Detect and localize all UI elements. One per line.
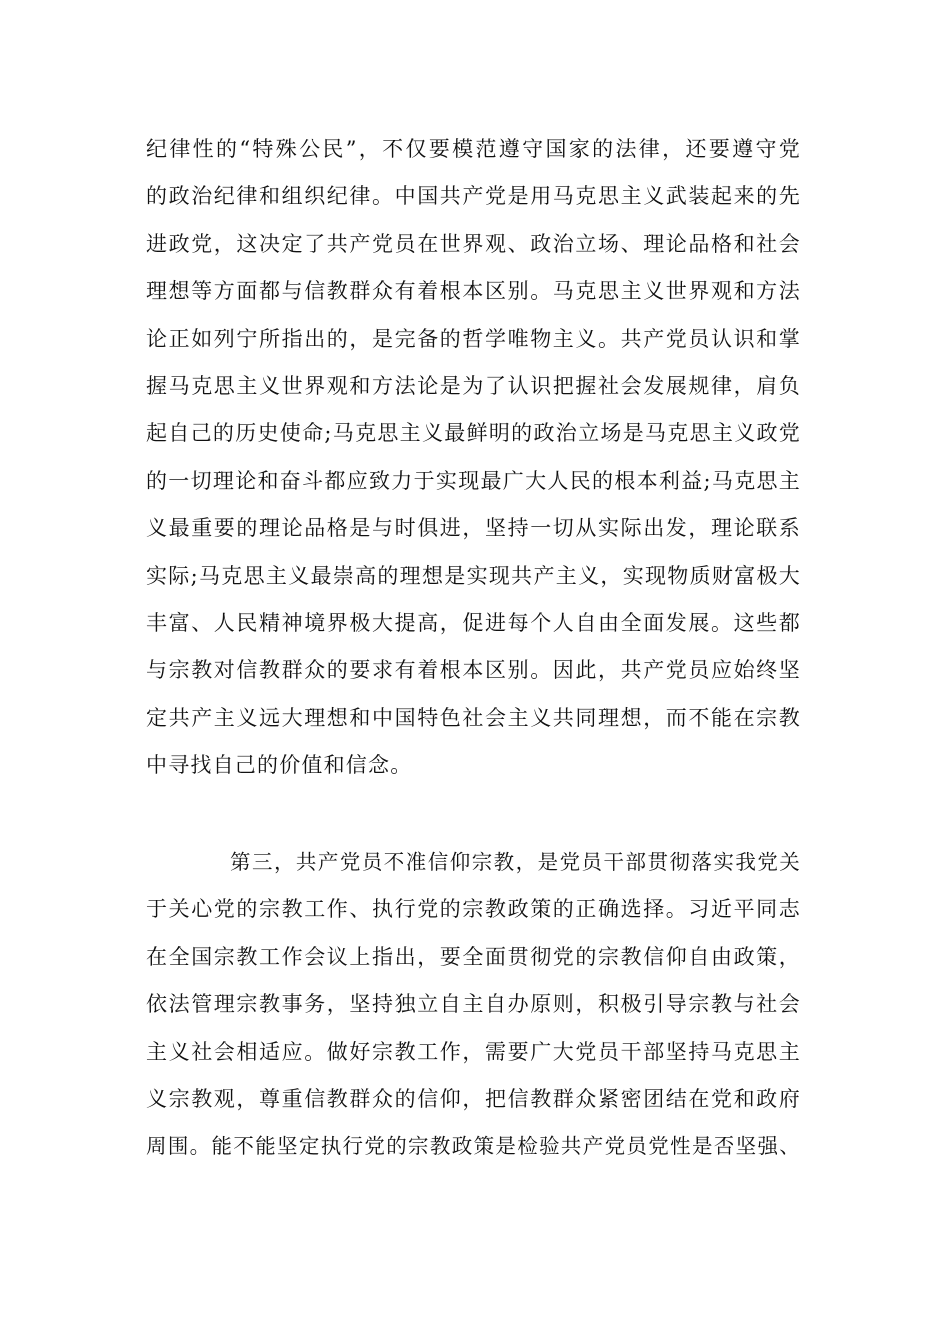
paragraph-line: 论正如列宁所指出的，是完备的哲学唯物主义。共产党员认识和掌 [146, 326, 801, 351]
paragraph-line: 在全国宗教工作会议上指出，要全面贯彻党的宗教信仰自由政策， [146, 944, 801, 969]
paragraph-line: 主义社会相适应。做好宗教工作，需要广大党员干部坚持马克思主 [146, 1039, 801, 1064]
paragraph-line: 起自己的历史使命;马克思主义最鲜明的政治立场是马克思主义政党 [146, 421, 801, 446]
paragraph-line: 握马克思主义世界观和方法论是为了认识把握社会发展规律，肩负 [146, 373, 801, 398]
paragraph-line: 进政党，这决定了共产党员在世界观、政治立场、理论品格和社会 [146, 231, 801, 256]
paragraph-line: 中寻找自己的价值和信念。 [146, 753, 413, 778]
paragraph-line: 实际;马克思主义最崇高的理想是实现共产主义，实现物质财富极大 [146, 563, 801, 588]
paragraph-1 [146, 126, 801, 789]
paragraph-line: 第三，共产党员不准信仰宗教，是党员干部贯彻落实我党关 [230, 850, 801, 874]
paragraph-2 [146, 839, 801, 1171]
paragraph-line: 于关心党的宗教工作、执行党的宗教政策的正确选择。习近平同志 [146, 897, 801, 922]
paragraph-line: 丰富、人民精神境界极大提高，促进每个人自由全面发展。这些都 [146, 610, 801, 635]
paragraph-line: 纪律性的“特殊公民”，不仅要模范遵守国家的法律，还要遵守党 [146, 137, 801, 161]
paragraph-line: 周围。能不能坚定执行党的宗教政策是检验共产党员党性是否坚强、 [146, 1134, 801, 1159]
paragraph-line: 义最重要的理论品格是与时俱进，坚持一切从实际出发，理论联系 [146, 516, 801, 541]
paragraph-line: 与宗教对信教群众的要求有着根本区别。因此，共产党员应始终坚 [146, 658, 801, 683]
paragraph-line: 依法管理宗教事务，坚持独立自主自办原则，积极引导宗教与社会 [146, 992, 801, 1017]
paragraph-line: 理想等方面都与信教群众有着根本区别。马克思主义世界观和方法 [146, 279, 801, 304]
paragraph-line: 的政治纪律和组织纪律。中国共产党是用马克思主义武装起来的先 [146, 184, 801, 209]
paragraph-line: 定共产主义远大理想和中国特色社会主义共同理想，而不能在宗教 [146, 705, 801, 730]
paragraph-line: 的一切理论和奋斗都应致力于实现最广大人民的根本利益;马克思主 [146, 468, 801, 493]
paragraph-line: 义宗教观，尊重信教群众的信仰，把信教群众紧密团结在党和政府 [146, 1086, 801, 1111]
